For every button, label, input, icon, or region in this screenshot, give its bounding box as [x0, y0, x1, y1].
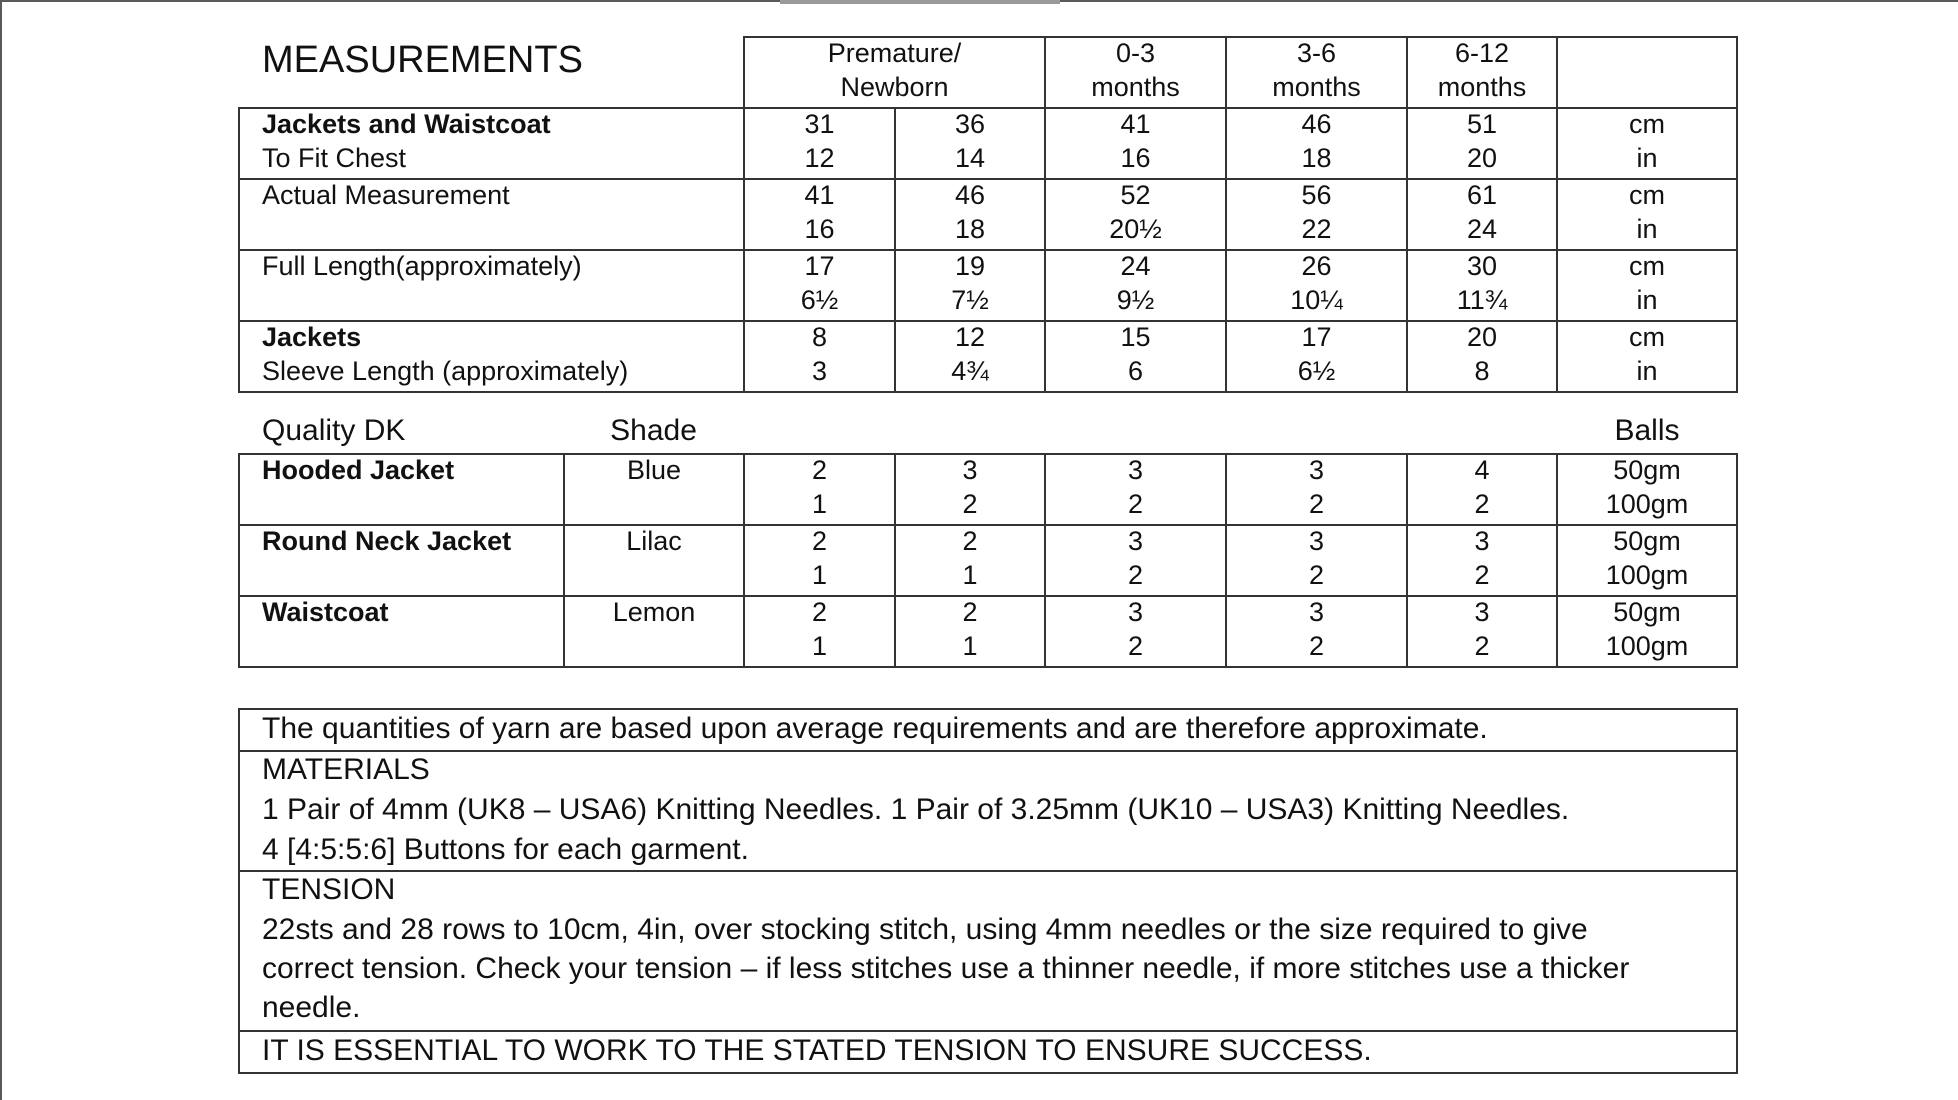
top-edge-mark	[780, 0, 1060, 4]
unit-in: in	[1636, 285, 1658, 315]
size-header-3-6-line2: months	[1272, 72, 1361, 102]
shade-name: Lemon	[612, 597, 696, 627]
balls-100gm: 2	[1474, 489, 1490, 519]
balls-50gm: 3	[1308, 597, 1325, 627]
value-in: 11¾	[1456, 285, 1508, 315]
value-cm: 61	[1466, 180, 1498, 210]
size-header-0-3-line1: 0-3	[1115, 38, 1156, 68]
balls-50gm: 3	[962, 455, 978, 485]
unit-cm: cm	[1629, 251, 1665, 281]
value-in: 9½	[1116, 285, 1155, 315]
row-label-primary: Full Length(approximately)	[262, 251, 582, 281]
garment-name: Hooded Jacket	[262, 455, 455, 485]
balls-50gm: 2	[962, 526, 978, 556]
value-in: 14	[954, 143, 986, 173]
value-in: 3	[811, 356, 828, 386]
unit-in: in	[1636, 143, 1658, 173]
balls-50gm: 3	[1127, 597, 1144, 627]
materials-line: 1 Pair of 4mm (UK8 – USA6) Knitting Needles. 1 Pair of 3.25mm (UK10 – USA3) Knitting Needles.	[262, 793, 1570, 826]
value-cm: 12	[954, 322, 986, 352]
value-in: 12	[804, 143, 835, 173]
balls-100gm: 1	[811, 560, 828, 590]
unit-100gm: 100gm	[1605, 631, 1689, 661]
value-cm: 24	[1120, 251, 1151, 281]
value-in: 16	[1120, 143, 1151, 173]
size-header-3-6-line1: 3-6	[1296, 38, 1337, 68]
size-header-6-12-line1: 6-12	[1454, 38, 1510, 68]
value-cm: 20	[1466, 322, 1498, 352]
balls-100gm: 2	[1127, 560, 1144, 590]
size-header-newborn-line1: Premature/	[827, 38, 962, 68]
measurements-title: MEASUREMENTS	[262, 39, 583, 81]
value-in: 10¼	[1290, 285, 1343, 315]
quality-label: Quality DK	[262, 414, 406, 447]
value-in: 4¾	[951, 356, 989, 386]
materials-line: 4 [4:5:5:6] Buttons for each garment.	[262, 833, 749, 866]
value-in: 20	[1466, 143, 1498, 173]
value-in: 6½	[800, 285, 839, 315]
balls-label: Balls	[1614, 414, 1680, 447]
unit-in: in	[1636, 214, 1658, 244]
essential-note: IT IS ESSENTIAL TO WORK TO THE STATED TENSION TO ENSURE SUCCESS.	[262, 1034, 1372, 1067]
value-cm: 56	[1301, 180, 1332, 210]
value-in: 6½	[1297, 356, 1336, 386]
value-in: 24	[1466, 214, 1498, 244]
balls-50gm: 2	[811, 455, 828, 485]
unit-cm: cm	[1629, 109, 1665, 139]
balls-100gm: 2	[1308, 489, 1325, 519]
balls-100gm: 2	[1474, 560, 1490, 590]
value-in: 16	[804, 214, 835, 244]
balls-50gm: 3	[1127, 526, 1144, 556]
balls-50gm: 3	[1308, 526, 1325, 556]
value-cm: 19	[954, 251, 986, 281]
garment-name: Waistcoat	[262, 597, 389, 627]
unit-50gm: 50gm	[1613, 597, 1681, 627]
size-header-newborn-line2: Newborn	[840, 72, 949, 102]
unit-in: in	[1636, 356, 1658, 386]
quantities-note: The quantities of yarn are based upon average requirements and are therefore approximate.	[262, 712, 1488, 745]
tension-line: 22sts and 28 rows to 10cm, 4in, over stocking stitch, using 4mm needles or the size required to give	[262, 913, 1588, 946]
balls-100gm: 2	[1127, 489, 1144, 519]
balls-100gm: 2	[1127, 631, 1144, 661]
value-in: 18	[954, 214, 986, 244]
value-in: 7½	[951, 285, 989, 315]
balls-50gm: 3	[1474, 526, 1490, 556]
value-cm: 31	[804, 109, 835, 139]
value-cm: 17	[1301, 322, 1332, 352]
tension-line: needle.	[262, 991, 361, 1024]
value-cm: 51	[1466, 109, 1498, 139]
balls-50gm: 4	[1474, 455, 1490, 485]
value-cm: 8	[811, 322, 828, 352]
shade-name: Lilac	[626, 526, 682, 556]
balls-50gm: 3	[1474, 597, 1490, 627]
unit-100gm: 100gm	[1605, 560, 1689, 590]
balls-100gm: 1	[811, 631, 828, 661]
unit-50gm: 50gm	[1613, 455, 1681, 485]
balls-100gm: 2	[1308, 631, 1325, 661]
row-label-primary: Jackets	[262, 322, 362, 352]
unit-100gm: 100gm	[1605, 489, 1689, 519]
value-in: 18	[1301, 143, 1332, 173]
value-cm: 36	[954, 109, 986, 139]
value-in: 20½	[1109, 214, 1162, 244]
tension-line: correct tension. Check your tension – if less stitches use a thinner needle, if more stitches use a thicker	[262, 952, 1630, 985]
value-cm: 15	[1120, 322, 1151, 352]
row-label-secondary: Sleeve Length (approximately)	[262, 356, 629, 386]
value-cm: 41	[804, 180, 835, 210]
tension-heading: TENSION	[262, 873, 396, 906]
size-header-6-12-line2: months	[1437, 72, 1527, 102]
row-label-primary: Jackets and Waistcoat	[262, 109, 551, 139]
row-label-secondary: To Fit Chest	[262, 143, 407, 173]
balls-100gm: 2	[962, 489, 978, 519]
balls-50gm: 3	[1127, 455, 1144, 485]
size-header-0-3-line2: months	[1091, 72, 1180, 102]
value-cm: 46	[1301, 109, 1332, 139]
materials-heading: MATERIALS	[262, 753, 430, 786]
balls-100gm: 2	[1308, 560, 1325, 590]
balls-100gm: 1	[962, 560, 978, 590]
balls-50gm: 2	[811, 597, 828, 627]
balls-100gm: 1	[962, 631, 978, 661]
unit-cm: cm	[1629, 322, 1665, 352]
balls-50gm: 2	[811, 526, 828, 556]
balls-100gm: 1	[811, 489, 828, 519]
value-cm: 30	[1466, 251, 1498, 281]
value-cm: 41	[1120, 109, 1151, 139]
unit-50gm: 50gm	[1613, 526, 1681, 556]
shade-label: Shade	[610, 414, 697, 447]
value-in: 22	[1301, 214, 1332, 244]
balls-50gm: 3	[1308, 455, 1325, 485]
balls-100gm: 2	[1474, 631, 1490, 661]
row-label-primary: Actual Measurement	[262, 180, 510, 210]
garment-name: Round Neck Jacket	[262, 526, 512, 556]
value-in: 8	[1474, 356, 1490, 386]
value-cm: 52	[1120, 180, 1151, 210]
shade-name: Blue	[626, 455, 682, 485]
value-in: 6	[1127, 356, 1144, 386]
value-cm: 46	[954, 180, 986, 210]
value-cm: 26	[1301, 251, 1332, 281]
unit-cm: cm	[1629, 180, 1665, 210]
value-cm: 17	[804, 251, 835, 281]
balls-50gm: 2	[962, 597, 978, 627]
